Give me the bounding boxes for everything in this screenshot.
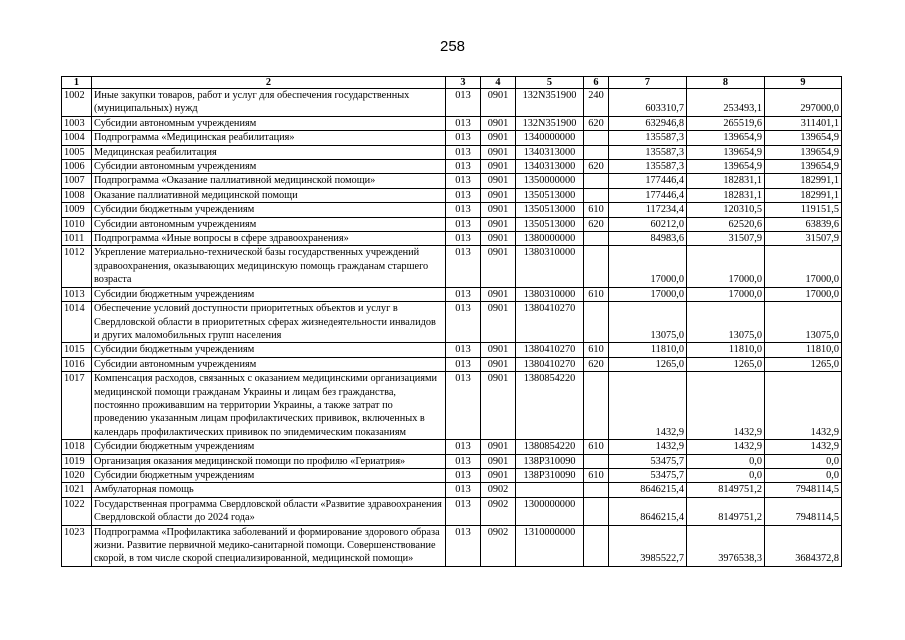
row-article-code: 1380310000 — [516, 287, 584, 301]
row-description: Субсидии автономным учреждениям — [92, 217, 446, 231]
row-chapter-code: 013 — [446, 160, 481, 174]
header-col-1: 1 — [62, 77, 92, 89]
row-section-code: 0901 — [481, 246, 516, 287]
row-number: 1015 — [62, 343, 92, 357]
row-section-code: 0901 — [481, 174, 516, 188]
row-section-code: 0901 — [481, 160, 516, 174]
row-description: Субсидии автономным учреждениям — [92, 160, 446, 174]
table-row — [62, 440, 842, 454]
row-number: 1003 — [62, 116, 92, 130]
row-value-year-2: 62520,6 — [687, 217, 765, 231]
row-value-year-1: 1432,9 — [609, 440, 687, 454]
row-expense-type-code: 620 — [584, 116, 609, 130]
row-number: 1023 — [62, 525, 92, 566]
header-col-9: 9 — [765, 77, 842, 89]
row-chapter-code: 013 — [446, 232, 481, 246]
row-value-year-2: 265519,6 — [687, 116, 765, 130]
row-value-year-2: 8149751,2 — [687, 497, 765, 525]
row-value-year-1: 117234,4 — [609, 203, 687, 217]
row-value-year-1: 1265,0 — [609, 357, 687, 371]
table-header-row — [62, 77, 842, 89]
row-article-code: 1380410270 — [516, 357, 584, 371]
row-expense-type-code: 610 — [584, 287, 609, 301]
header-col-7: 7 — [609, 77, 687, 89]
row-section-code: 0901 — [481, 188, 516, 202]
row-article-code — [516, 483, 584, 497]
row-expense-type-code — [584, 372, 609, 440]
row-number: 1008 — [62, 188, 92, 202]
row-number: 1016 — [62, 357, 92, 371]
row-section-code: 0902 — [481, 497, 516, 525]
row-value-year-1: 11810,0 — [609, 343, 687, 357]
row-section-code: 0901 — [481, 145, 516, 159]
row-value-year-3: 7948114,5 — [765, 497, 842, 525]
row-value-year-3: 139654,9 — [765, 160, 842, 174]
row-article-code: 1340000000 — [516, 131, 584, 145]
row-article-code: 1340313000 — [516, 160, 584, 174]
row-chapter-code: 013 — [446, 174, 481, 188]
row-value-year-2: 17000,0 — [687, 246, 765, 287]
row-expense-type-code — [584, 525, 609, 566]
row-value-year-2: 3976538,3 — [687, 525, 765, 566]
row-description: Оказание паллиативной медицинской помощи — [92, 188, 446, 202]
row-value-year-1: 60212,0 — [609, 217, 687, 231]
row-article-code: 1300000000 — [516, 497, 584, 525]
table-body — [62, 89, 842, 567]
row-section-code: 0901 — [481, 468, 516, 482]
row-description: Укрепление материально-технической базы государственных учреждений здравоохранения, оказывающих медицинскую помощь гражданам старшего возраста — [92, 246, 446, 287]
row-value-year-2: 8149751,2 — [687, 483, 765, 497]
row-chapter-code: 013 — [446, 131, 481, 145]
row-description: Субсидии бюджетным учреждениям — [92, 343, 446, 357]
row-value-year-3: 1432,9 — [765, 372, 842, 440]
row-article-code: 1350000000 — [516, 174, 584, 188]
row-number: 1018 — [62, 440, 92, 454]
row-number: 1002 — [62, 89, 92, 117]
row-value-year-1: 8646215,4 — [609, 497, 687, 525]
table-row — [62, 497, 842, 525]
row-expense-type-code — [584, 174, 609, 188]
row-chapter-code: 013 — [446, 343, 481, 357]
row-expense-type-code — [584, 302, 609, 343]
row-value-year-2: 13075,0 — [687, 302, 765, 343]
row-value-year-1: 17000,0 — [609, 287, 687, 301]
row-description: Субсидии бюджетным учреждениям — [92, 287, 446, 301]
row-chapter-code: 013 — [446, 246, 481, 287]
header-col-3: 3 — [446, 77, 481, 89]
row-chapter-code: 013 — [446, 468, 481, 482]
budget-table — [61, 76, 842, 567]
row-section-code: 0901 — [481, 217, 516, 231]
row-article-code: 1350513000 — [516, 203, 584, 217]
table-row — [62, 116, 842, 130]
row-value-year-3: 182991,1 — [765, 174, 842, 188]
row-value-year-1: 135587,3 — [609, 131, 687, 145]
row-chapter-code: 013 — [446, 454, 481, 468]
row-section-code: 0901 — [481, 302, 516, 343]
row-description: Иные закупки товаров, работ и услуг для обеспечения государственных (муниципальных) нужд — [92, 89, 446, 117]
row-chapter-code: 013 — [446, 483, 481, 497]
row-value-year-3: 1265,0 — [765, 357, 842, 371]
row-section-code: 0901 — [481, 116, 516, 130]
row-value-year-3: 13075,0 — [765, 302, 842, 343]
header-col-5: 5 — [516, 77, 584, 89]
row-section-code: 0902 — [481, 525, 516, 566]
row-expense-type-code: 610 — [584, 468, 609, 482]
row-chapter-code: 013 — [446, 287, 481, 301]
row-article-code: 132N351900 — [516, 116, 584, 130]
table-row — [62, 357, 842, 371]
row-value-year-1: 177446,4 — [609, 188, 687, 202]
row-expense-type-code — [584, 454, 609, 468]
row-description: Государственная программа Свердловской области «Развитие здравоохранения Свердловской области до 2024 года» — [92, 497, 446, 525]
table-row — [62, 525, 842, 566]
row-value-year-1: 603310,7 — [609, 89, 687, 117]
row-section-code: 0901 — [481, 232, 516, 246]
row-value-year-1: 13075,0 — [609, 302, 687, 343]
row-description: Организация оказания медицинской помощи по профилю «Гериатрия» — [92, 454, 446, 468]
row-chapter-code: 013 — [446, 116, 481, 130]
row-section-code: 0901 — [481, 343, 516, 357]
header-col-8: 8 — [687, 77, 765, 89]
row-number: 1011 — [62, 232, 92, 246]
table-row — [62, 454, 842, 468]
row-value-year-1: 135587,3 — [609, 160, 687, 174]
row-value-year-2: 1265,0 — [687, 357, 765, 371]
row-value-year-3: 1432,9 — [765, 440, 842, 454]
row-value-year-1: 8646215,4 — [609, 483, 687, 497]
table-row — [62, 287, 842, 301]
row-section-code: 0901 — [481, 372, 516, 440]
row-value-year-3: 311401,1 — [765, 116, 842, 130]
row-number: 1014 — [62, 302, 92, 343]
table-row — [62, 483, 842, 497]
row-section-code: 0901 — [481, 440, 516, 454]
row-value-year-2: 182831,1 — [687, 174, 765, 188]
row-value-year-2: 139654,9 — [687, 145, 765, 159]
row-description: Амбулаторная помощь — [92, 483, 446, 497]
row-chapter-code: 013 — [446, 357, 481, 371]
row-section-code: 0901 — [481, 357, 516, 371]
row-value-year-2: 11810,0 — [687, 343, 765, 357]
row-description: Субсидии бюджетным учреждениям — [92, 203, 446, 217]
row-number: 1006 — [62, 160, 92, 174]
row-value-year-1: 1432,9 — [609, 372, 687, 440]
table-row — [62, 246, 842, 287]
page-number: 258 — [439, 38, 466, 55]
row-expense-type-code — [584, 188, 609, 202]
table-row — [62, 372, 842, 440]
row-chapter-code: 013 — [446, 89, 481, 117]
row-expense-type-code: 610 — [584, 203, 609, 217]
row-expense-type-code: 610 — [584, 343, 609, 357]
row-article-code: 1310000000 — [516, 525, 584, 566]
row-chapter-code: 013 — [446, 440, 481, 454]
row-expense-type-code — [584, 497, 609, 525]
row-number: 1005 — [62, 145, 92, 159]
row-article-code: 132N351900 — [516, 89, 584, 117]
row-value-year-1: 53475,7 — [609, 454, 687, 468]
table-row — [62, 468, 842, 482]
row-number: 1013 — [62, 287, 92, 301]
row-description: Обеспечение условий доступности приоритетных объектов и услуг в Свердловской области в приоритетных сферах жизнедеятельности инвалидов и других маломобильных групп населения — [92, 302, 446, 343]
row-article-code: 1380854220 — [516, 440, 584, 454]
row-value-year-3: 182991,1 — [765, 188, 842, 202]
row-expense-type-code — [584, 246, 609, 287]
row-expense-type-code — [584, 483, 609, 497]
header-col-4: 4 — [481, 77, 516, 89]
row-description: Субсидии автономным учреждениям — [92, 357, 446, 371]
row-number: 1020 — [62, 468, 92, 482]
row-value-year-3: 17000,0 — [765, 246, 842, 287]
row-expense-type-code — [584, 145, 609, 159]
row-description: Подпрограмма «Профилактика заболеваний и формирование здорового образа жизни. Развитие первичной медико-санитарной помощи. Совершенствование скорой, в том числе скорой специализированной, медицинской помощи» — [92, 525, 446, 566]
row-article-code: 138P310090 — [516, 468, 584, 482]
row-article-code: 1380310000 — [516, 246, 584, 287]
row-number: 1009 — [62, 203, 92, 217]
row-value-year-1: 177446,4 — [609, 174, 687, 188]
row-value-year-1: 53475,7 — [609, 468, 687, 482]
row-number: 1010 — [62, 217, 92, 231]
row-value-year-2: 253493,1 — [687, 89, 765, 117]
row-value-year-3: 17000,0 — [765, 287, 842, 301]
row-article-code: 1380410270 — [516, 302, 584, 343]
row-value-year-3: 31507,9 — [765, 232, 842, 246]
row-expense-type-code: 620 — [584, 217, 609, 231]
row-chapter-code: 013 — [446, 302, 481, 343]
table-row — [62, 232, 842, 246]
row-chapter-code: 013 — [446, 497, 481, 525]
row-value-year-3: 297000,0 — [765, 89, 842, 117]
row-chapter-code: 013 — [446, 188, 481, 202]
row-value-year-1: 3985522,7 — [609, 525, 687, 566]
row-expense-type-code — [584, 232, 609, 246]
row-section-code: 0901 — [481, 287, 516, 301]
row-chapter-code: 013 — [446, 525, 481, 566]
header-col-6: 6 — [584, 77, 609, 89]
row-number: 1017 — [62, 372, 92, 440]
row-expense-type-code: 610 — [584, 440, 609, 454]
row-description: Компенсация расходов, связанных с оказанием медицинскими организациями медицинской помощи гражданам Украины и лицам без гражданства, постоянно проживавшим на территории Украины, а также затрат по проведению указанным лицам профилактических прививок, включенных в календарь профилактических прививок по эпидемическим показаниям — [92, 372, 446, 440]
row-value-year-3: 3684372,8 — [765, 525, 842, 566]
table-row — [62, 302, 842, 343]
row-article-code: 138P310090 — [516, 454, 584, 468]
row-chapter-code: 013 — [446, 372, 481, 440]
row-value-year-2: 0,0 — [687, 454, 765, 468]
row-article-code: 1380854220 — [516, 372, 584, 440]
row-value-year-2: 31507,9 — [687, 232, 765, 246]
row-value-year-3: 11810,0 — [765, 343, 842, 357]
row-description: Субсидии бюджетным учреждениям — [92, 440, 446, 454]
row-value-year-3: 0,0 — [765, 454, 842, 468]
row-value-year-2: 1432,9 — [687, 440, 765, 454]
row-article-code: 1350513000 — [516, 217, 584, 231]
row-chapter-code: 013 — [446, 217, 481, 231]
row-number: 1019 — [62, 454, 92, 468]
row-expense-type-code: 620 — [584, 357, 609, 371]
table-row — [62, 217, 842, 231]
table-row — [62, 174, 842, 188]
row-value-year-3: 139654,9 — [765, 145, 842, 159]
row-value-year-2: 0,0 — [687, 468, 765, 482]
row-value-year-1: 17000,0 — [609, 246, 687, 287]
row-value-year-2: 139654,9 — [687, 160, 765, 174]
row-value-year-2: 120310,5 — [687, 203, 765, 217]
row-description: Подпрограмма «Оказание паллиативной медицинской помощи» — [92, 174, 446, 188]
row-value-year-1: 84983,6 — [609, 232, 687, 246]
row-description: Подпрограмма «Медицинская реабилитация» — [92, 131, 446, 145]
row-expense-type-code: 240 — [584, 89, 609, 117]
row-article-code: 1380410270 — [516, 343, 584, 357]
row-value-year-2: 1432,9 — [687, 372, 765, 440]
row-expense-type-code: 620 — [584, 160, 609, 174]
row-number: 1021 — [62, 483, 92, 497]
row-value-year-1: 632946,8 — [609, 116, 687, 130]
row-number: 1022 — [62, 497, 92, 525]
row-description: Медицинская реабилитация — [92, 145, 446, 159]
row-article-code: 1350513000 — [516, 188, 584, 202]
table-row — [62, 188, 842, 202]
row-chapter-code: 013 — [446, 203, 481, 217]
row-value-year-3: 119151,5 — [765, 203, 842, 217]
row-section-code: 0901 — [481, 454, 516, 468]
row-value-year-2: 182831,1 — [687, 188, 765, 202]
row-description: Субсидии бюджетным учреждениям — [92, 468, 446, 482]
header-col-2: 2 — [92, 77, 446, 89]
row-section-code: 0902 — [481, 483, 516, 497]
table-row — [62, 160, 842, 174]
row-section-code: 0901 — [481, 89, 516, 117]
row-value-year-3: 63839,6 — [765, 217, 842, 231]
table-row — [62, 131, 842, 145]
row-number: 1012 — [62, 246, 92, 287]
row-value-year-3: 7948114,5 — [765, 483, 842, 497]
row-article-code: 1340313000 — [516, 145, 584, 159]
table-row — [62, 203, 842, 217]
table-row — [62, 89, 842, 117]
row-chapter-code: 013 — [446, 145, 481, 159]
row-section-code: 0901 — [481, 203, 516, 217]
row-value-year-1: 135587,3 — [609, 145, 687, 159]
table-row — [62, 343, 842, 357]
row-number: 1004 — [62, 131, 92, 145]
row-value-year-2: 17000,0 — [687, 287, 765, 301]
row-value-year-2: 139654,9 — [687, 131, 765, 145]
row-number: 1007 — [62, 174, 92, 188]
table-row — [62, 145, 842, 159]
row-value-year-3: 139654,9 — [765, 131, 842, 145]
row-article-code: 1380000000 — [516, 232, 584, 246]
row-section-code: 0901 — [481, 131, 516, 145]
row-expense-type-code — [584, 131, 609, 145]
row-description: Субсидии автономным учреждениям — [92, 116, 446, 130]
row-value-year-3: 0,0 — [765, 468, 842, 482]
row-description: Подпрограмма «Иные вопросы в сфере здравоохранения» — [92, 232, 446, 246]
